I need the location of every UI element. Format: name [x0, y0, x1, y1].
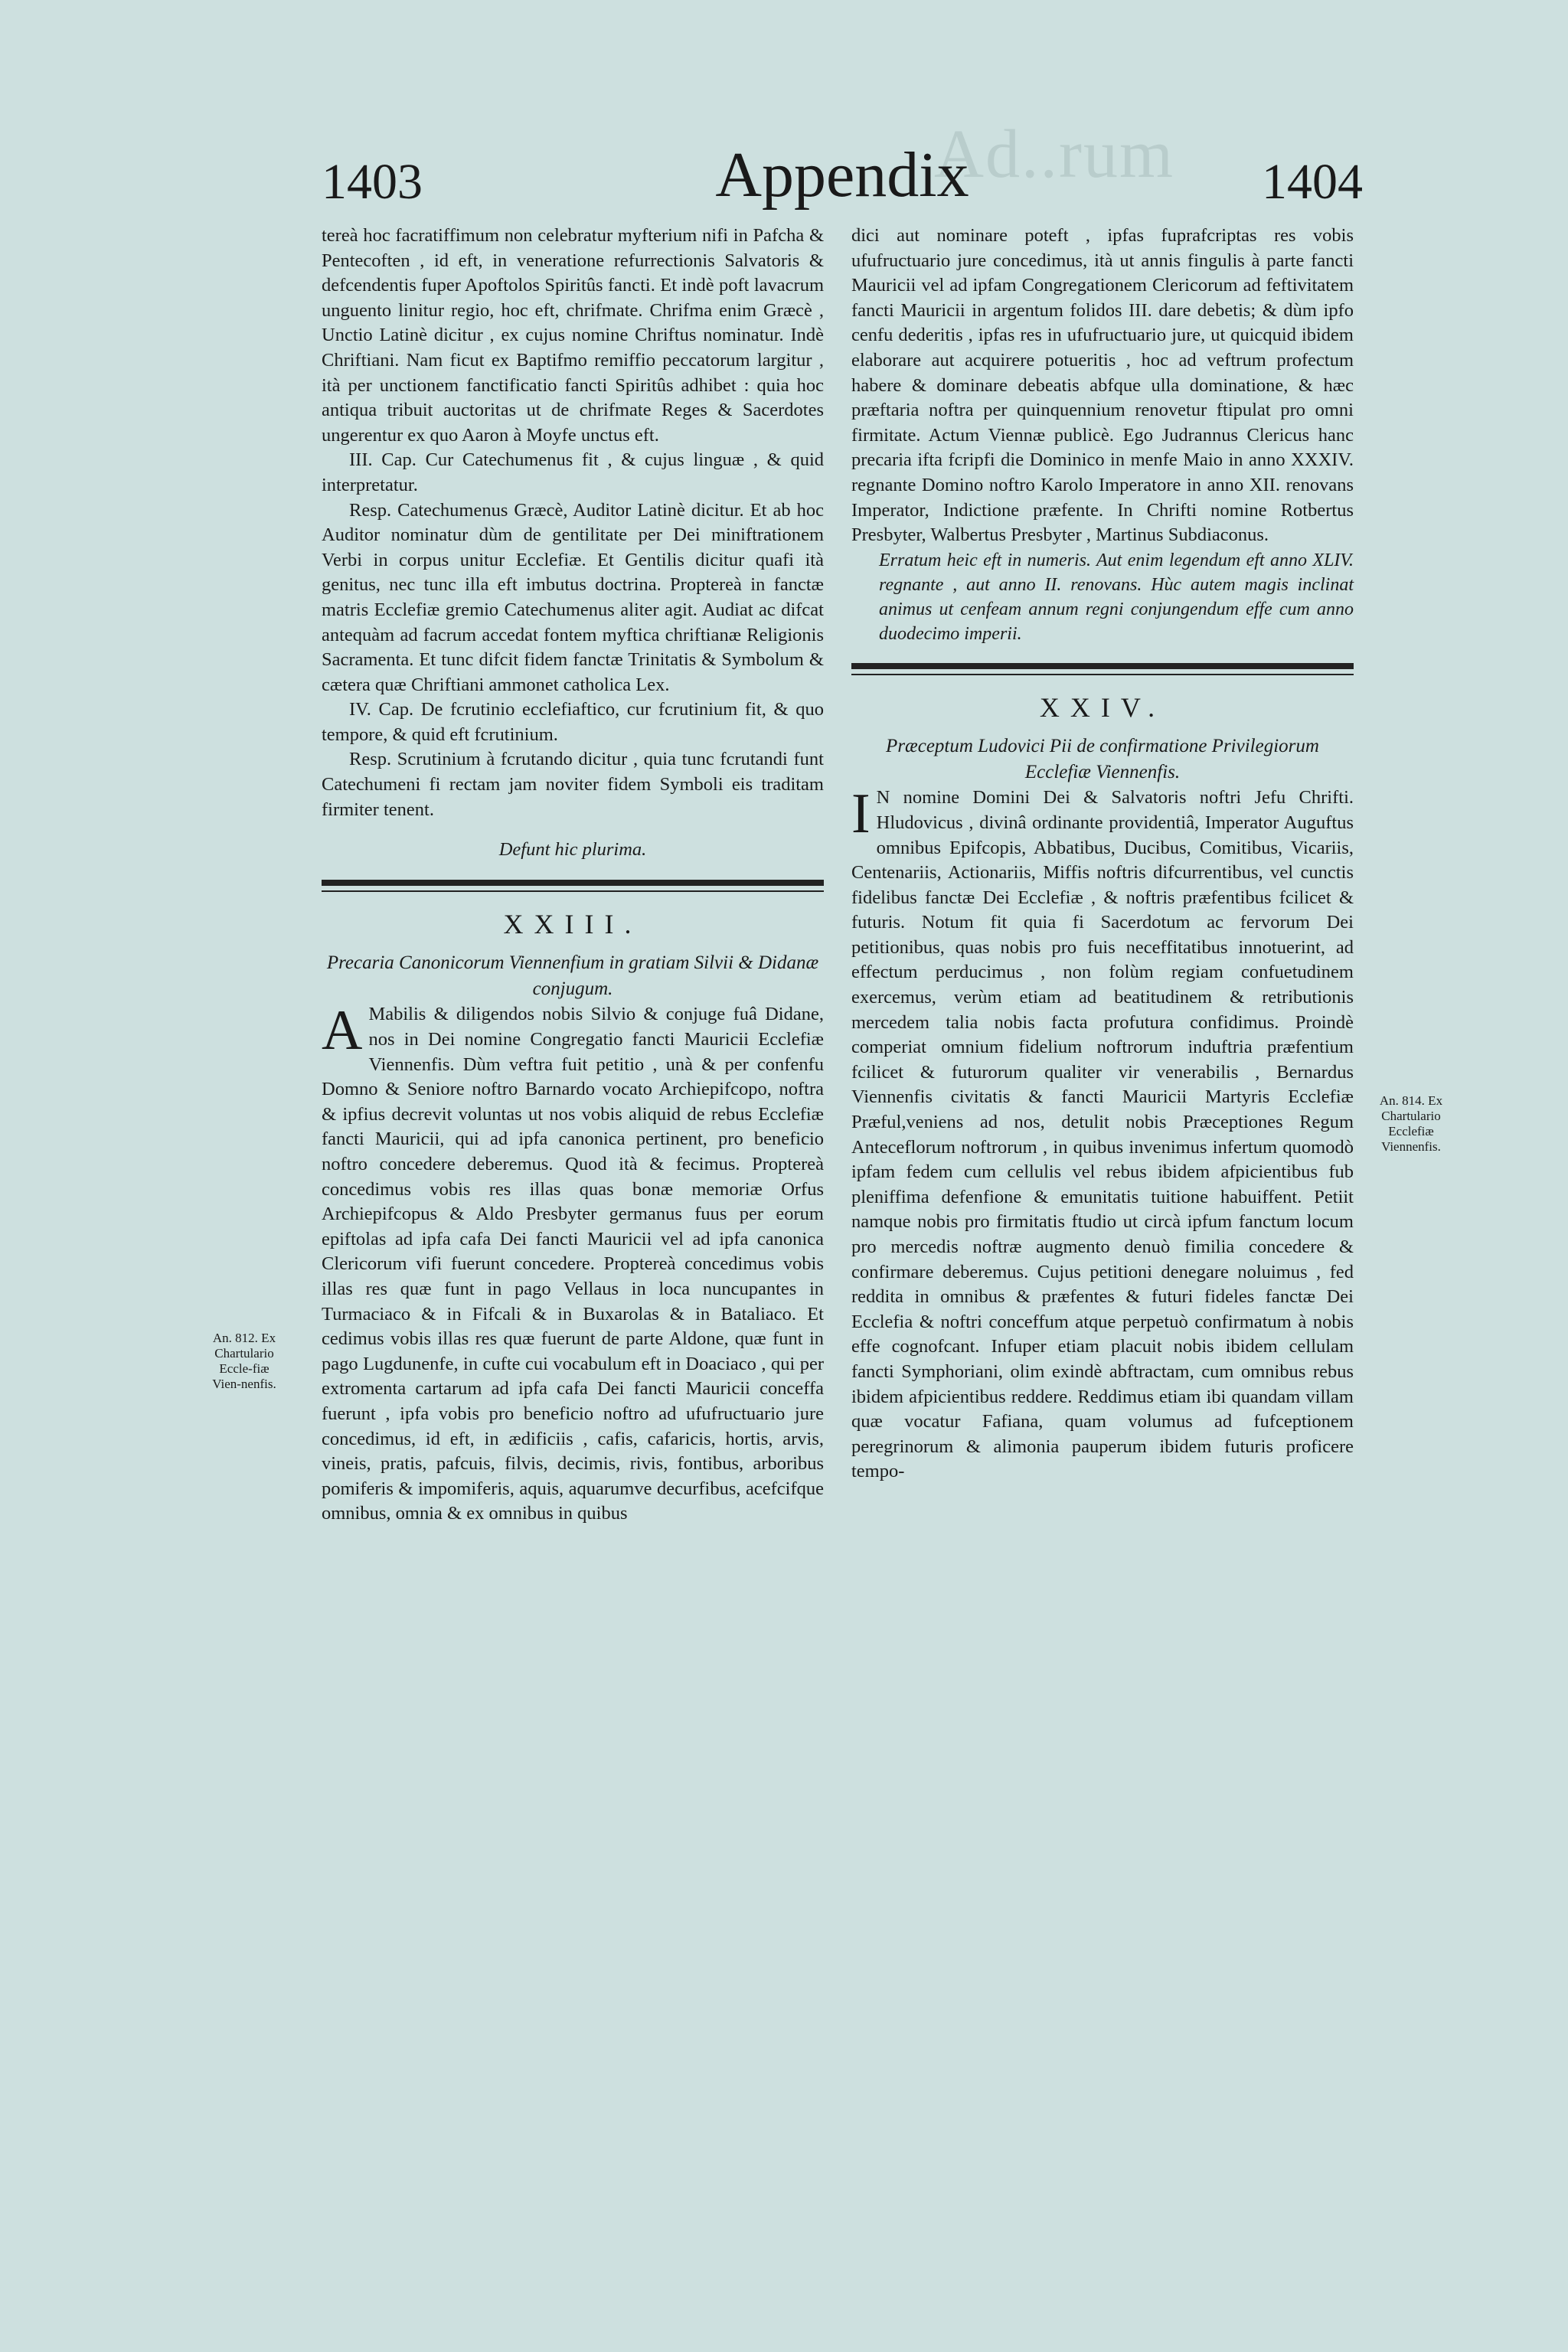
left-column [322, 224, 824, 1527]
section-number: XXIV. [1039, 691, 1166, 723]
margin-note: An. 814. Ex Chartulario Ecclefiæ Viennenfis. [1379, 1093, 1443, 1154]
drop-cap: A [322, 999, 363, 1063]
charter-text [851, 782, 1354, 1485]
right-page-number: 1404 [1262, 154, 1363, 210]
page-header [322, 138, 1363, 222]
running-title: Appendix [715, 139, 969, 211]
section-title: Præceptum Ludovici Pii de confirmatione Privilegiorum Ecclefiæ Viennenfis. [886, 736, 1319, 783]
left-page-number: 1403 [322, 154, 423, 210]
section-divider-thin [851, 674, 1354, 675]
paragraph: dici aut nominare poteft , ipfas fuprafcriptas res vobis ufufructuario jure concedimus, ità ut annis fingulis à parte fancti Mauricii vel ad ipfam Congregationem Clericorum ad feftivitatem fancti Mauricii in argentum folidos III. dare debetis; & dùm ipfo cenfu dederitis , ipfas res in ufufructuario jure, ut quicquid ibidem elaborare aut acquirere potueritis , hoc ad veftrum profectum habere & dominare debeatis abfque ulla dominatione, & hæc præftaria noftra per quinquennium renovetur ftipulat pro omni firmitate. Actum Viennæ publicè. Ego Judrannus Clericus hanc precaria ifta fcripfi die Dominico in menfe Maio in anno XXXIV. regnante Domino noftro Karolo Imperatore in anno XII. renovans Imperator, Indictione præfente. In Chrifti nomine Rotbertus Presbyter, Walbertus Presbyter , Martinus Subdiaconus. [851, 225, 1354, 546]
section-number: XXIII. [503, 908, 642, 939]
erratum-note: Erratum heic eft in numeris. Aut enim legendum eft anno XLIV. regnante , aut anno II. renovans. Hùc autem magis inclinat animus ut cenfeam annum regni conjungendum effe cum anno duodecimo imperii. [879, 550, 1354, 644]
section-divider-thin [322, 890, 824, 892]
question-heading: III. Cap. Cur Catechumenus fit , & cujus linguæ , & quid interpretatur. [322, 449, 824, 495]
charter-body: Mabilis & diligendos nobis Silvio & conjuge fuâ Didane, nos in Dei nomine Congregatio fancti Mauricii Ecclefiæ Viennenfis. Dùm veftra fuit petitio , unà & per confenfu Domno & Seniore noftro Barnardo vocato Archiepifcopo, noftra & ipfius decrevit voluntas ut nos vobis aliquid de rebus Ecclefiæ fancti Mauricii, qui ad ipfa canonica pertinent, pro beneficio noftro concedere deberemus. Quod ità & fecimus. Proptereà concedimus vobis res illas quas bonæ memoriæ Orfus Archiepifcopus & Aldo Presbyter germanus fuus per eorum epiftolas ad ipfa cafa Dei fancti Mauricii vel ad ipfa canonica Clericorum vifi fuerunt concedere. Proptereà concedimus vobis illas res quæ funt in pago Vellaus in loca nuncupantes in Turmaciaco & in Fifcali & in Buxarolas & in Bataliaco. Et cedimus vobis illas res quæ fuerunt de parte Aldone, quæ funt in pago Lugdunenfe, in cufte cui vocabulum eft in Doaciaco , qui per extromenta cartarum ad ipfa cafa Dei fancti Mauricii conceffa fuerunt , ipfa vobis pro beneficio noftro ad ufufructuario jure concedimus, id eft, in ædificiis , cafis, cafaricis, hortis, arvis, vineis, pratis, pafcuis, filvis, decimis, rivis, fontibus, arboribus pomiferis & impomiferis, aquis, aquarumve decurfibus, acefcifque omnibus, omnia & ex omnibus in quibus [322, 1004, 824, 1524]
drop-cap: I [851, 782, 871, 846]
charter-text [322, 999, 824, 1526]
charter-body: N nomine Domini Dei & Salvatoris noftri Jefu Chrifti. Hludovicus , divinâ ordinante providentiâ, Imperator Auguftus omnibus Epifcopis, Abbatibus, Ducibus, Comitibus, Vicariis, Centenariis, Actionariis, Miffis noftris difcurrentibus, vel cunctis fidelibus fanctæ Dei Ecclefiæ , & noftris præfentibus fcilicet & futuris. Notum fit quia fi Sacerdotum ac fervorum Dei petitionibus, quas nobis pro fuis neceffitatibus innotuerint, ad effectum perducimus , non folùm regiam confuetudinem exercemus, verùm etiam ad beatitudinem & retributionis mercedem talia nobis facta profutura confidimus. Proindè comperiat omnium fidelium noftrorum induftria præfentium fcilicet & futurorum qualiter vir venerabilis , Bernardus Viennenfis civitatis & fancti Mauricii Martyris Ecclefiæ Præful,veniens ad nos, detulit nobis Præceptiones Regum Anteceflorum noftrorum , in quibus invenimus infertum quomodò ipfam fedem cum cellulis vel rebus ibidem afpicientibus fub pleniffima defenfione & emunitatis tuitione habuiffent. Petiit namque nobis pro firmitatis ftudio ut circà ipfum fanctum locum pro mercedis noftræ augmento denuò fimilia concedere & confirmare deberemus. Cujus petitioni denegare noluimus , fed reddita in omnibus & præfentes & futuri fideles fanctæ Dei Ecclefia & noftri conceffum atque perpetuò confirmatum à nobis effe cognofcant. Infuper etiam placuit nobis ibidem cellulam fancti Symphoriani, olim exindè abftractam, cum omnibus rebus ibidem afpicientibus reddere. Reddimus etiam ibi quandam villam quæ vocatur Fafiana, quam volumus ad fufceptionem peregrinorum & alimonia pauperum ibidem futuris proficere tempo- [851, 787, 1354, 1482]
question-heading: IV. Cap. De fcrutinio ecclefiaftico, cur fcrutinium fit, & quo tempore, & quid eft fcrutinium. [322, 699, 824, 745]
paragraph: Resp. Catechumenus Græcè, Auditor Latinè dicitur. Et ab hoc Auditor nominatur dùm de gentilitate per Dei miniftrationem Verbi in corpus unitur Ecclefiæ. Et Gentilis dicitur quafi ità genitus, nec tunc illa eft imbutus doctrina. Proptereà in fanctæ matris Ecclefiæ gremio Catechumenus aliter agit. Audiat ac difcat antequàm ad facrum accedat fontem myftica chriftianæ Religionis Sacramenta. Et tunc difcit fidem fanctæ Trinitatis & Symbolum & cætera quæ Chriftiani ammonet catholica Lex. [322, 499, 824, 695]
margin-note: An. 812. Ex Chartulario Eccle-fiæ Vien-nenfis. [212, 1331, 276, 1391]
desunt-note: Defunt hic plurima. [498, 839, 647, 861]
paragraph: Resp. Scrutinium à fcrutando dicitur , quia tunc fcrutandi funt Catechumeni fi rectam jam noviter fidem Symboli eis traditam firmiter tenent. [322, 749, 824, 820]
faint-running-title: Ad..rum [934, 116, 1174, 192]
section-divider-thick [851, 663, 1354, 669]
section-title: Precaria Canonicorum Viennenfium in gratiam Silvii & Didanæ conjugum. [326, 952, 819, 1000]
paragraph: tereà hoc facratiffimum non celebratur myfterium nifi in Pafcha & Pentecoften , id eft, in veneratione refurrectionis Salvatoris & defcendentis fuper Apoftolos Spiritûs fancti. Et indè poft lavacrum unguento linitur regio, hoc eft, chrifmate. Chrifma enim Græcè , Unctio Latinè dicitur , ex cujus nomine Chriftus nominatur. Indè Chriftiani. Nam ficut ex Baptifmo remiffio peccatorum largitur , ità per unctionem fanctificatio fancti Spiritûs adhibet : quia hoc antiqua tribuit auctoritas ut de chrifmate Reges & Sacerdotes ungerentur ex quo Aaron à Moyfe unctus eft. [322, 225, 824, 446]
right-column [851, 224, 1354, 1485]
section-divider-thick [322, 880, 824, 886]
